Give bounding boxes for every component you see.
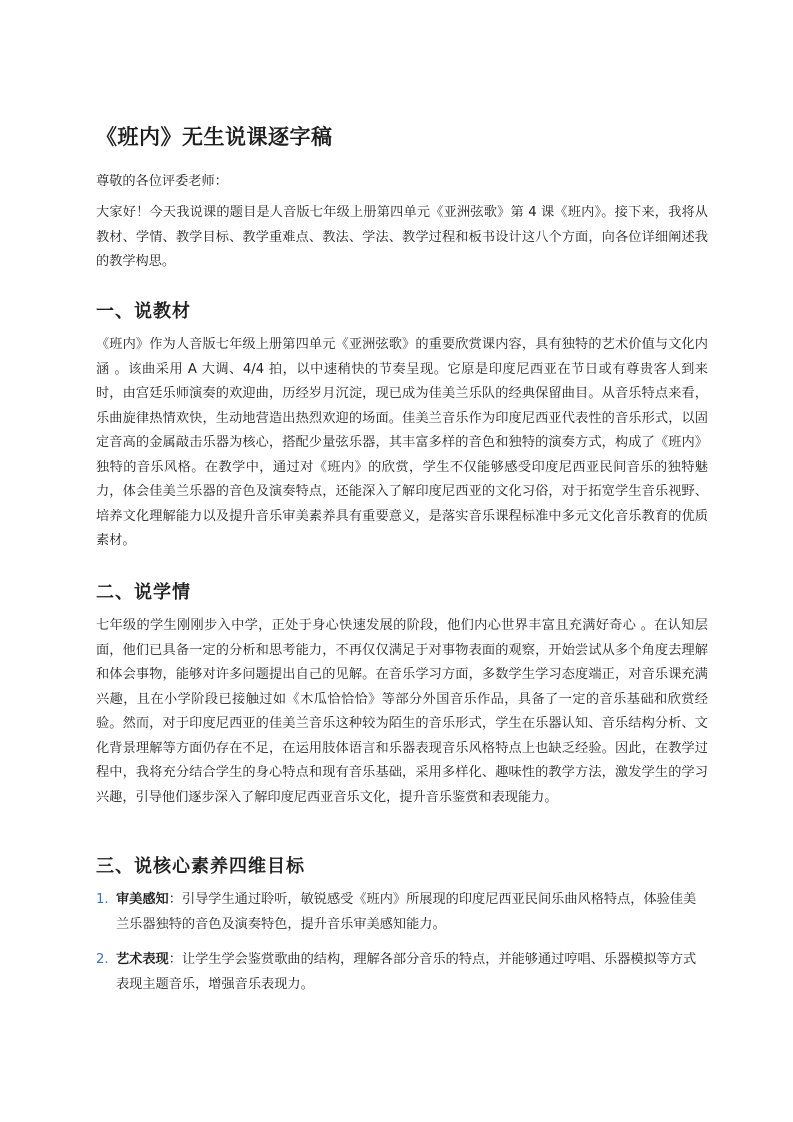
section-heading-objectives: 三、说核心素养四维目标: [96, 856, 305, 877]
intro-paragraph: 大家好！今天我说课的题目是人音版七年级上册第四单元《亚洲弦歌》第 4 课《班内》。接下来，我将从教材、学情、教学目标、教学重难点、教法、学法、教学过程和板书设计这八个方面，向各位详细阐述我的教学构思。: [96, 205, 708, 269]
section-heading-students: 二、说学情: [96, 582, 191, 603]
list-term: 艺术表现: [116, 952, 169, 967]
page-title: 《班内》无生说课逐字稿: [96, 125, 333, 149]
list-number: 1.: [96, 892, 109, 907]
section-body-textbook: 《班内》作为人音版七年级上册第四单元《亚洲弦歌》的重要欣赏课内容，具有独特的艺术价值与文化内涵 。该曲采用 A 大调、4/4 拍，以中速稍快的节奏呈现。它原是印度尼西亚在节日或有尊贵客人到来时，由宫廷乐师演奏的欢迎曲，历经岁月沉淀，现已成为佳美兰乐队的经典保留曲目。从音乐特点来看，乐曲旋律热情欢快，生动地营造出热烈欢迎的场面。佳美兰音乐作为印度尼西亚代表性的音乐形式，以固定音高的金属敲击乐器为核心，搭配少量弦乐器，其丰富多样的音色和独特的演奏方式，构成了《班内》独特的音乐风格。在教学中，通过对《班内》的欣赏，学生不仅能够感受印度尼西亚民间音乐的独特魅力，体会佳美兰乐器的音色及演奏特点，还能深入了解印度尼西亚的文化习俗，对于拓宽学生音乐视野、培养文化理解能力以及提升音乐审美素养具有重要意义，是落实音乐课程标准中多元文化音乐教育的优质素材。: [96, 337, 708, 548]
objectives-list: [96, 888, 708, 1008]
list-separator: ：: [168, 892, 182, 907]
list-separator: ：: [168, 952, 182, 967]
list-term: 审美感知: [116, 892, 169, 907]
list-text: 引导学生通过聆听，敏锐感受《班内》所展现的印度尼西亚民间乐曲风格特点，体验佳美兰乐器独特的音色及演奏特色，提升音乐审美感知能力。: [116, 892, 697, 932]
section-body-students: 七年级的学生刚刚步入中学，正处于身心快速发展的阶段，他们内心世界丰富且充满好奇心 。在认知层面，他们已具备一定的分析和思考能力，不再仅仅满足于对事物表面的观察，开始尝试从多个角度去理解和体会事物，能够对许多问题提出自己的见解。在音乐学习方面，多数学生学习态度端正，对音乐课充满兴趣，且在小学阶段已接触过如《木瓜恰恰恰》等部分外国音乐作品，具备了一定的音乐基础和欣赏经验。然而，对于印度尼西亚的佳美兰音乐这种较为陌生的音乐形式，学生在乐器认知、音乐结构分析、文化背景理解等方面仍存在不足，在运用肢体语言和乐器表现音乐风格特点上也缺乏经验。因此，在教学过程中，我将充分结合学生的身心特点和现有音乐基础，采用多样化、趣味性的教学方法，激发学生的学习兴趣，引导他们逐步深入了解印度尼西亚音乐文化，提升音乐鉴赏和表现能力。: [96, 618, 708, 805]
list-item: [96, 888, 708, 937]
section-heading-textbook: 一、说教材: [96, 301, 191, 322]
list-number: 2.: [96, 952, 109, 967]
list-text: 让学生学会鉴赏歌曲的结构，理解各部分音乐的特点，并能够通过哼唱、乐器模拟等方式表现主题音乐，增强音乐表现力。: [116, 952, 697, 992]
list-item: [96, 948, 708, 997]
greeting-paragraph: 尊敬的各位评委老师：: [96, 174, 228, 189]
